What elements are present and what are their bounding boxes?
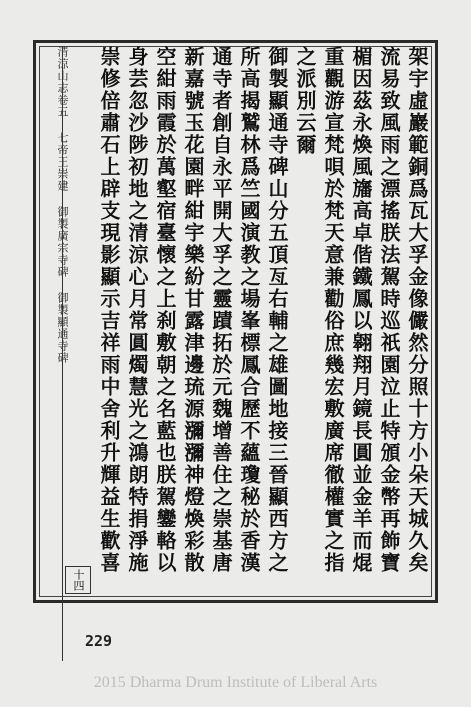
text-column: 新嘉號玉花園畔紺宇樂紛甘露津邊琉源瀰瀰神燈煥彩散: [181, 46, 205, 574]
text-column: 架宇虛巖範銅爲瓦大孚金像儼然分照十方小朵天城久矣: [405, 46, 429, 574]
margin-header: [38, 46, 70, 637]
watermark: 2015 Dharma Drum Institute of Liberal Arts: [93, 674, 378, 691]
text-column: 之派別云爾: [293, 46, 317, 156]
page-number: 229: [85, 632, 113, 650]
book-title: 清涼山志卷五: [56, 46, 69, 118]
text-column: 重觀游宣梵唄於梵天意兼勸俗庶幾宏敷廣席徹權實之指: [321, 46, 345, 574]
inscription-title-1: 御製廣宗寺碑: [56, 206, 69, 278]
text-column: 楣因茲永煥風旛高卓偕鐵鳳以翱翔月鏡長圓並金羊而焜: [349, 46, 373, 574]
text-column: 所高揭鷲林爲竺國演教之場峯標鳳合歷不蘊瓊秘於香漢: [237, 46, 261, 574]
chapter-title: 七帝王崇建: [56, 132, 69, 192]
text-column: 御製顯通寺碑山分五頂亙右輔之雄圖地接三晉顯西方之: [265, 46, 289, 574]
text-column: 空紺雨霞於萬壑宿臺懷之上刹敷朝之名藍也朕駕鑾輅以: [153, 46, 177, 574]
text-column: 身芸忽沙陟初地之清涼心月常圓燭慧光之鴻朗特捐淨施: [125, 46, 149, 574]
text-column: 通寺者創自永平開大孚之靈蹟拓於元魏增善住之崇基唐: [209, 46, 233, 574]
folio-box: 十四: [65, 566, 91, 594]
margin-divider: [62, 46, 63, 661]
text-column: 流易致風雨之漂搖朕法駕時巡祇園泣止特頒金幣再飾寶: [377, 46, 401, 574]
inscription-title-2: 御製顯通寺碑: [56, 292, 69, 364]
text-column: 崇修倍肅石上辟支現影顯示吉祥雨中舍利升輝益生歡喜: [97, 46, 121, 574]
